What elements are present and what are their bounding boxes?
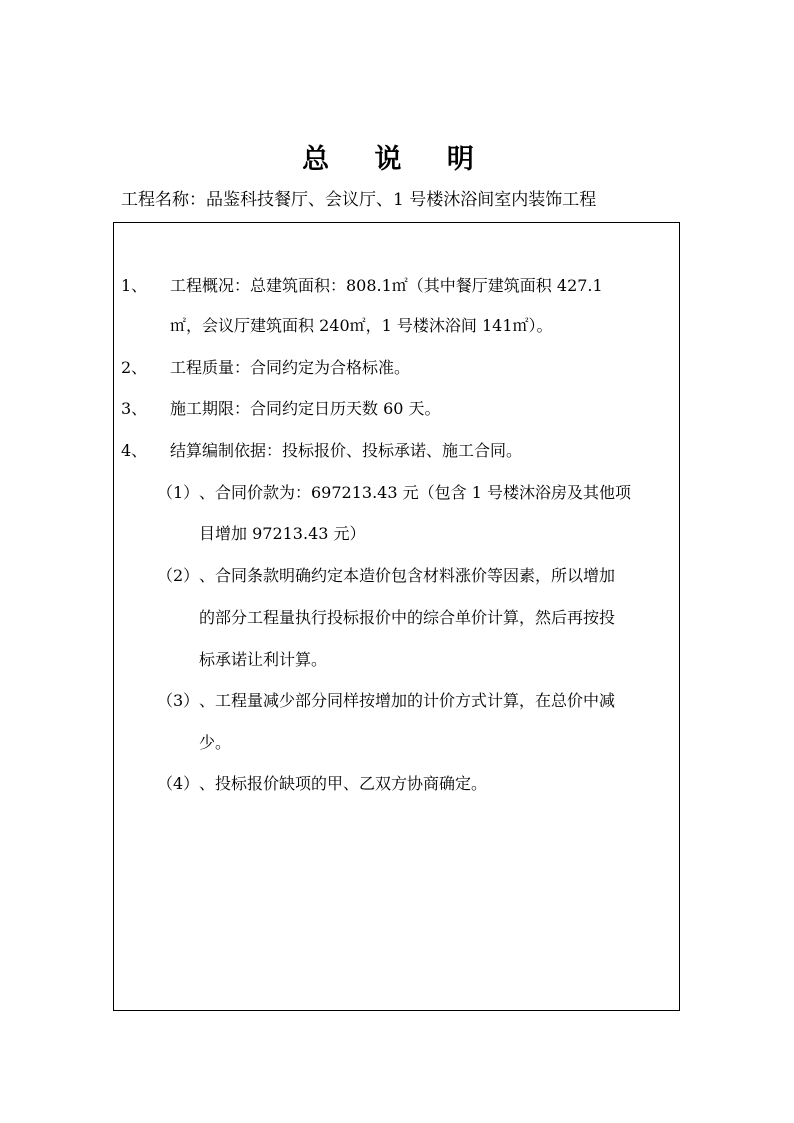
sub-item-number: （2） [157,566,200,585]
sub-item-text: 、工程量减少部分同样按增加的计价方式计算，在总价中减 [199,691,616,710]
item-number: 4、 [121,441,148,460]
item-text: 工程质量：合同约定为合格标准。 [170,358,411,377]
sub-item-text: 、合同条款明确约定本造价包含材料涨价等因素，所以增加 [199,566,616,585]
item-number: 3、 [121,399,148,418]
sub-item-text: 、合同价款为：697213.43 元（包含 1 号楼沐浴房及其他项 [199,483,631,502]
sub-item-text-continuation: 标承诺让利计算。 [199,650,328,669]
sub-item-number: （4） [157,774,200,793]
item-text: 工程概况：总建筑面积：808.1㎡（其中餐厅建筑面积 427.1 [170,276,603,295]
sub-item-text-continuation: 少。 [199,733,232,752]
item-number: 2、 [121,358,148,377]
sub-item-text-continuation: 目增加 97213.43 元） [199,524,366,543]
project-name-line: 工程名称：品鉴科技餐厅、会议厅、1 号楼沐浴间室内装饰工程 [121,190,597,210]
document-title: 总 说 明 [302,144,492,175]
item-number: 1、 [121,276,148,295]
sub-item-text-continuation: 的部分工程量执行投标报价中的综合单价计算，然后再按投 [199,608,616,627]
sub-item-number: （3） [157,691,200,710]
item-text: 结算编制依据：投标报价、投标承诺、施工合同。 [170,441,523,460]
item-text-continuation: ㎡，会议厅建筑面积 240㎡，1 号楼沐浴间 141㎡）。 [170,316,553,335]
sub-item-text: 、投标报价缺项的甲、乙双方协商确定。 [199,774,488,793]
item-text: 施工期限：合同约定日历天数 60 天。 [170,399,441,418]
sub-item-number: （1） [157,483,200,502]
